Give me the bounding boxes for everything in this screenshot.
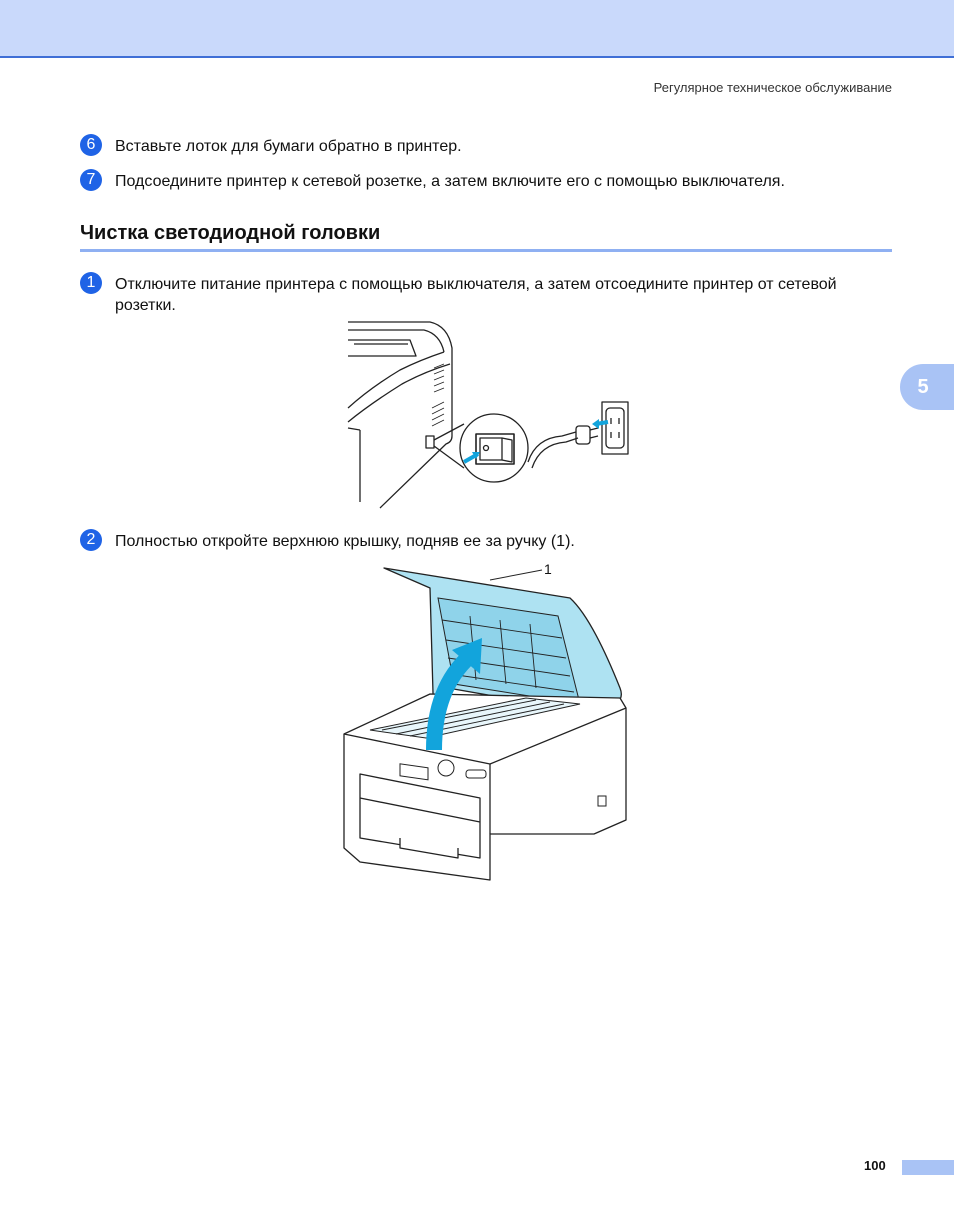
page-number: 100 [864,1158,886,1173]
step-number-badge: 7 [80,169,102,191]
running-title: Регулярное техническое обслуживание [653,80,892,95]
header-band [0,0,954,58]
step-number-badge: 2 [80,529,102,551]
footer-bar [902,1160,954,1175]
callout-label: 1 [544,561,552,577]
step-text: Полностью откройте верхнюю крышку, подняв ее за ручку (1). [115,533,575,550]
step-number-badge: 1 [80,272,102,294]
step-text: Отключите питание принтера с помощью выключателя, а затем отсоедините принтер от сетевой розетки. [115,276,837,314]
chapter-tab: 5 [900,364,954,410]
power-off-illustration [340,318,640,518]
open-top-cover-illustration [330,558,650,888]
step-number-badge: 6 [80,134,102,156]
step-text: Вставьте лоток для бумаги обратно в принтер. [115,138,462,155]
step-text: Подсоедините принтер к сетевой розетке, а затем включите его с помощью выключателя. [115,173,785,190]
step-2 [80,531,892,552]
step-7 [80,171,892,192]
step-6 [80,136,892,157]
step-1 [80,274,892,316]
section-title: Чистка светодиодной головки [80,222,892,252]
